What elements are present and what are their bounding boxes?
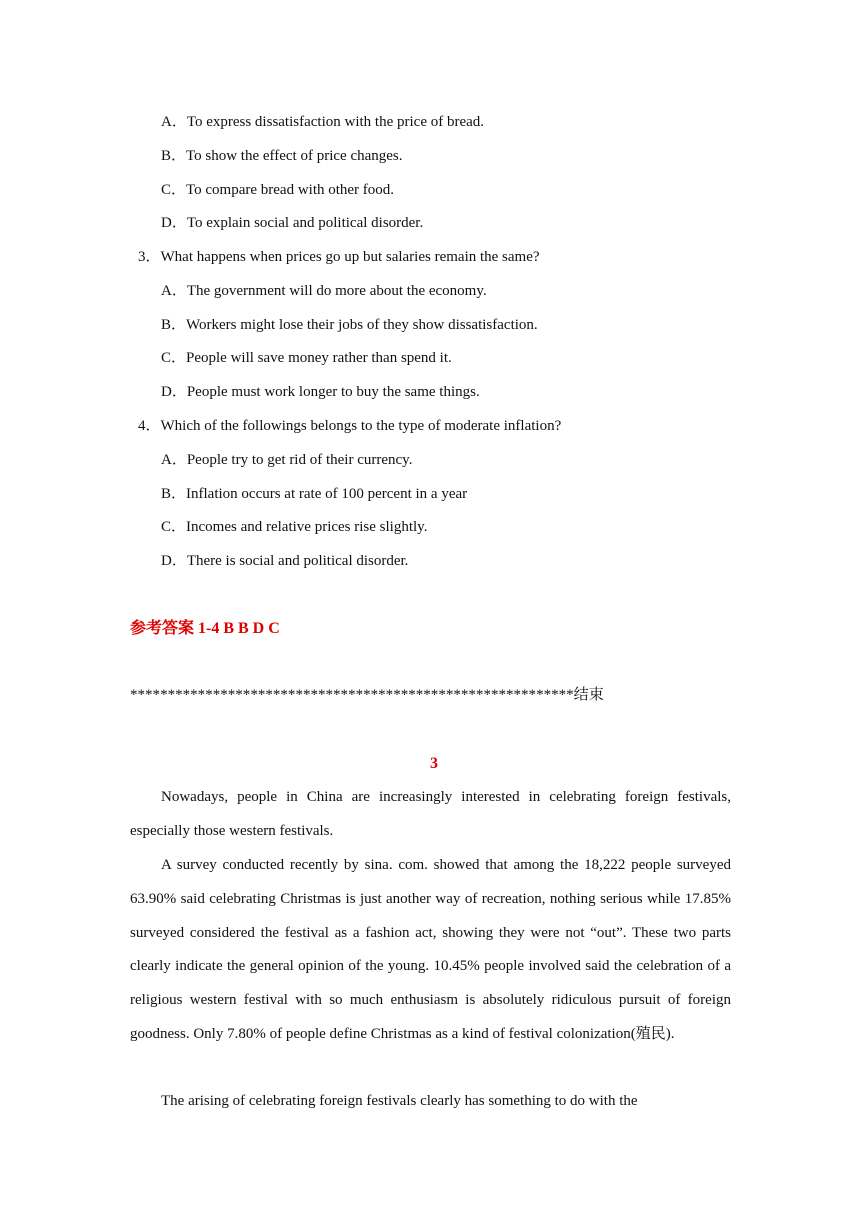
answer-key: 参考答案 1-4 B B D C xyxy=(130,620,280,637)
q3-stem: 3．What happens when prices go up but salaries remain the same? xyxy=(138,249,540,265)
q2-option-a: A．To express dissatisfaction with the price of bread. xyxy=(161,114,485,130)
q4-option-c: C．Incomes and relative prices rise slightly. xyxy=(161,519,428,535)
q4-stem: 4．Which of the followings belongs to the type of moderate inflation? xyxy=(138,418,562,434)
q3-option-c: C．People will save money rather than spend it. xyxy=(161,350,452,366)
end-separator: ***********************************************************结束 xyxy=(130,687,604,703)
q2-option-d: D．To explain social and political disorder. xyxy=(161,215,424,231)
q3-option-b: B．Workers might lose their jobs of they show dissatisfaction. xyxy=(161,317,538,333)
q2-option-b: B．To show the effect of price changes. xyxy=(161,148,403,164)
passage-paragraph-1: Nowadays, people in China are increasingly interested in celebrating foreign festivals, especially those western festivals. xyxy=(130,789,731,839)
q3-option-a: A．The government will do more about the economy. xyxy=(161,283,487,299)
passage-paragraph-3: The arising of celebrating foreign festivals clearly has something to do with the xyxy=(161,1093,638,1109)
q3-option-d: D．People must work longer to buy the same things. xyxy=(161,384,480,400)
q4-option-d: D．There is social and political disorder. xyxy=(161,553,409,569)
passage-paragraph-2: A survey conducted recently by sina. com. showed that among the 18,222 people surveyed 63.90% said celebrating Christmas is just another way of recreation, nothing serious while 17.85% surveyed considered the festival as a fashion act, showing they were not “out”. These two parts clearly indicate the general opinion of the young. 10.45% people involved said the celebration of a religious western festival with so much enthusiasm is absolutely ridiculous pursuit of foreign goodness. Only 7.80% of people define Christmas as a kind of festival colonization(殖民). xyxy=(130,857,731,1042)
q4-option-b: B．Inflation occurs at rate of 100 percent in a year xyxy=(161,486,468,502)
passage-number: 3 xyxy=(430,755,438,772)
q4-option-a: A．People try to get rid of their currency. xyxy=(161,452,413,468)
q2-option-c: C．To compare bread with other food. xyxy=(161,182,395,198)
